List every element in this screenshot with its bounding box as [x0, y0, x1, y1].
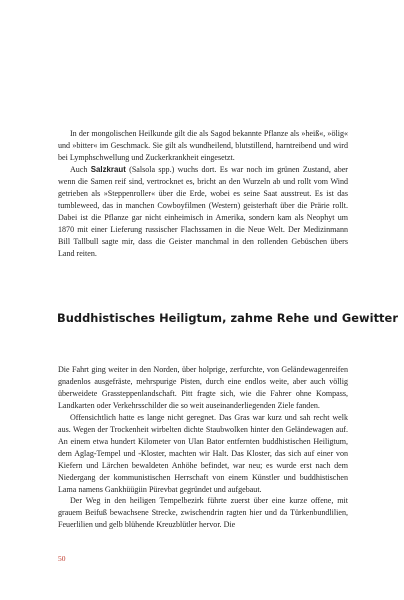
paragraph-journey: Die Fahrt ging weiter in den Norden, über holprige, zerfurchte, von Geländewagenreifen gnadenlos ausgefräste, mehrspurige Pisten, durch eine endlos weite, aber auch völlig überweidete Grassteppenlandschaft. Pitt fragte sich, wie die Fahrer ohne Kompass, Landkarten oder Verkehrsschilder die so weit auseinanderliegenden Ziele fanden.	[58, 365, 348, 410]
salzkraut-body: (Salsola spp.) wuchs dort. Es war noch im grünen Zustand, aber wenn die Samen reif sind, vertrocknet es, bricht an den Wurzeln ab und rollt vom Wind getrieben als »Steppenroller« über die Erde, wobei es seine Saat ausstreut. Es ist das tumbleweed, das in manchen Cowboyfilmen (Western) geisterhaft über die Prärie rollt. Dabei ist die Pflanze gar nicht einheimisch in Amerika, sondern kam als Neophyt um 1870 mit einer Lieferung russischer Flachssamen in die Neue Welt. Der Medizinmann Bill Tallbull sagte mir, dass die Geister manchmal in den rollenden Gebüschen übers Land reiten.	[58, 164, 348, 258]
page-number: 50	[58, 554, 66, 563]
paragraph-sagod: In der mongolischen Heilkunde gilt die als Sagod bekannte Pflanze als »heiß«, »ölig« und »bitter« im Geschmack. Sie gilt als wundheilend, blutstillend, harntreibend und wird bei Lymphschwellung und Zuckerkrankheit eingesetzt.	[58, 129, 348, 162]
top-text-block	[58, 128, 348, 259]
section-heading: Buddhistisches Heiligtum, zahme Rehe und Gewitter	[57, 311, 398, 325]
keyword-salzkraut: Salzkraut	[90, 164, 126, 174]
salzkraut-intro: Auch	[70, 164, 91, 174]
paragraph-salzkraut	[58, 164, 348, 260]
paragraph-temple-path: Der Weg in den heiligen Tempelbezirk führte zuerst über eine kurze offene, mit grauem Beifuß bewachsene Strecke, zwischendrin ragten hier und da Türkenbundlilien, Feuerlilien und gelb blühende Kreuzblütler hervor. Die	[58, 496, 348, 530]
paragraph-monastery: Offensichtlich hatte es lange nicht geregnet. Das Gras war kurz und sah recht welk aus. Wegen der Trockenheit wirbelten dichte Staubwolken hinter den Geländewagen auf. An einem etwa hundert Kilometer von Ulan Bator entfernten buddhistischen Heiligtum, dem Aglag-Tempel und -Kloster, machten wir Halt. Das Kloster, das sich auf einer von Kiefern und Lärchen bewaldeten Anhöhe befindet, war neu; es wurde erst nach dem Niedergang der kommunistischen Herrschaft von einem Künstler und buddhistischen Lama namens Gankhüügiin Pürevbat gegründet und aufgebaut.	[58, 412, 348, 494]
section-text-block	[58, 364, 348, 531]
